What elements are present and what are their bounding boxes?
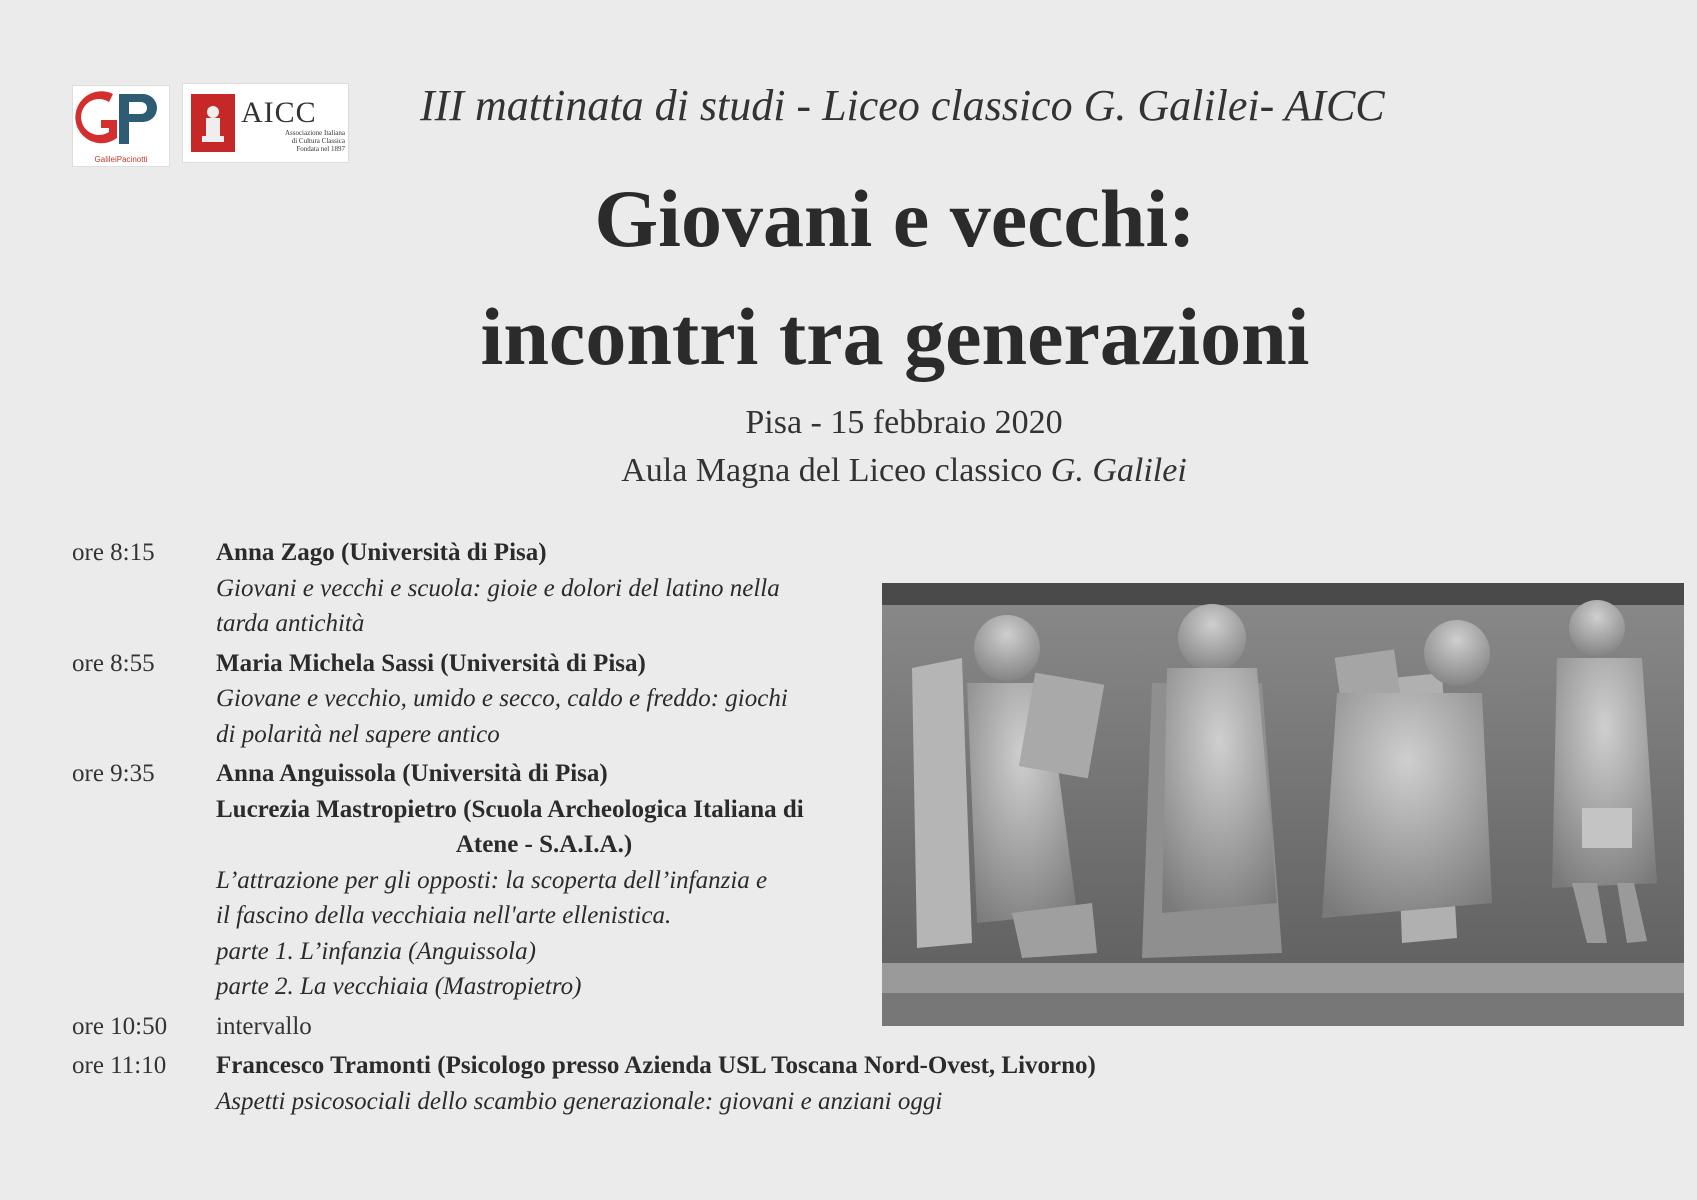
slot-time: ore 8:15: [72, 539, 155, 566]
aicc-subtitle: Associazione Italiana di Cultura Classica Fondata nel 1897: [284, 129, 345, 153]
slot-speaker: Lucrezia Mastropietro (Scuola Archeologica Italiana di: [216, 795, 804, 823]
slot-time: ore 11:10: [72, 1052, 167, 1079]
slot-talk: parte 1. L’infanzia (Anguissola): [216, 937, 536, 965]
galilei-logo-caption: GalileiPacinotti: [94, 155, 148, 164]
slot-time: ore 10:50: [72, 1012, 168, 1040]
program-slot: [72, 1048, 1272, 1119]
slot-speaker: Anna Zago (Università di Pisa): [216, 539, 547, 566]
slot-talk: il fascino della vecchiaia nell'arte ellenistica.: [216, 902, 672, 929]
aicc-name: AICC: [241, 96, 317, 129]
event-venue: Aula Magna del Liceo classico G. Galilei: [621, 452, 1187, 489]
slot-talk: Aspetti psicosociali dello scambio generazionale: giovani e anziani oggi: [216, 1087, 943, 1115]
slot-talk: Giovani e vecchi e scuola: gioie e dolori del latino nella: [216, 574, 780, 602]
slot-talk: di polarità nel sapere antico: [216, 720, 500, 748]
slot-time: ore 9:35: [72, 760, 155, 787]
title-line-1: Giovani e vecchi:: [594, 173, 1196, 264]
event-subtitle: III mattinata di studi - Liceo classico G. Galilei- AICC: [420, 81, 1385, 130]
event-date-place: Pisa - 15 febbraio 2020: [745, 404, 1063, 441]
slot-speaker: Atene - S.A.I.A.): [455, 831, 633, 858]
galilei-pacinotti-logo: [73, 86, 169, 166]
slot-speaker: Francesco Tramonti (Psicologo presso Azienda USL Toscana Nord-Ovest, Livorno): [216, 1052, 1096, 1079]
slot-time: ore 8:55: [72, 649, 155, 677]
slot-talk: tarda antichità: [216, 610, 365, 637]
aicc-seal-icon: [191, 94, 235, 152]
event-title: [0, 160, 1697, 396]
slot-break: intervallo: [216, 1012, 312, 1040]
title-line-2: incontri tra generazioni: [480, 291, 1310, 382]
roman-relief-image: [882, 583, 1684, 1026]
gp-monogram-icon: [73, 86, 169, 152]
slot-speaker: Maria Michela Sassi (Università di Pisa): [216, 649, 646, 677]
slot-talk: parte 2. La vecchiaia (Mastropietro): [216, 973, 582, 1000]
slot-speaker: Anna Anguissola (Università di Pisa): [216, 760, 608, 787]
aicc-logo: [183, 84, 348, 162]
slot-talk: Giovane e vecchio, umido e secco, caldo e freddo: giochi: [216, 685, 788, 712]
slot-talk: L’attrazione per gli opposti: la scoperta dell’infanzia e: [216, 866, 768, 894]
